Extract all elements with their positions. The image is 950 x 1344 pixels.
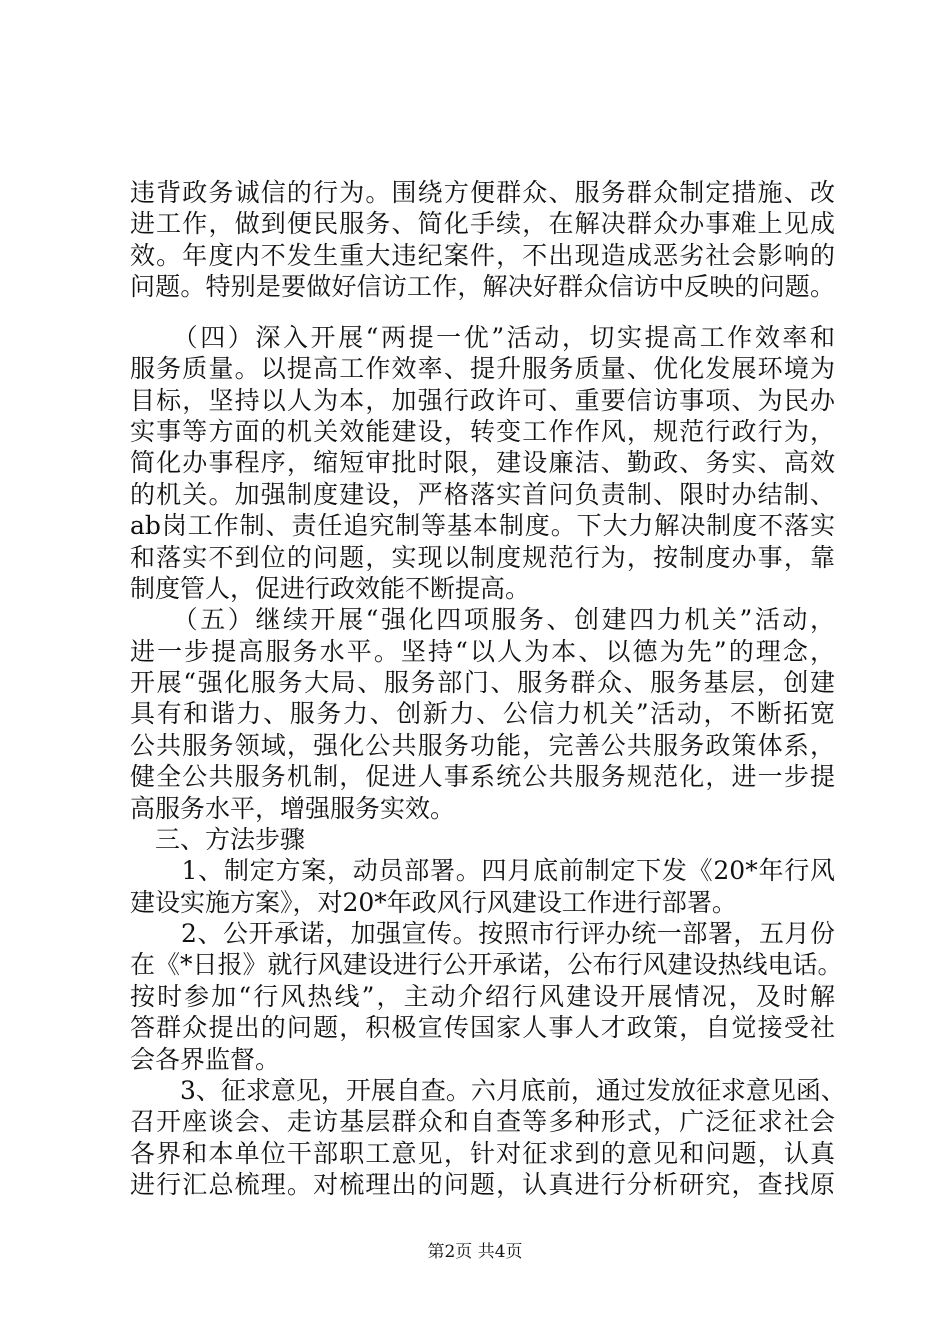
body-text-line: （四）深入开展“两提一优”活动，切实提高工作效率和 (130, 323, 835, 352)
body-text-line: 实事等方面的机关效能建设，转变工作作风，规范行政行为， (130, 417, 835, 446)
body-text-line: 效。年度内不发生重大违纪案件，不出现造成恶劣社会影响的 (130, 241, 835, 270)
body-text-line: 问题。特别是要做好信访工作，解决好群众信访中反映的问题。 (130, 272, 835, 301)
body-text-line: 答群众提出的问题，积极宣传国家人事人才政策，自觉接受社 (130, 1013, 835, 1042)
body-text-line: 高服务水平，增强服务实效。 (130, 794, 456, 823)
body-text-line: 建设实施方案》，对20*年政风行风建设工作进行部署。 (130, 888, 737, 917)
body-text-line: 进行汇总梳理。对梳理出的问题，认真进行分析研究，查找原 (130, 1170, 835, 1199)
body-text-line: 3、征求意见，开展自查。六月底前，通过发放征求意见函、 (130, 1076, 846, 1105)
body-text-line: 会各界监督。 (130, 1045, 281, 1074)
body-text-line: 进一步提高服务水平。坚持“以人为本、以德为先”的理念， (130, 637, 835, 666)
body-text-line: 按时参加“行风热线”，主动介绍行风建设开展情况，及时解 (130, 982, 835, 1011)
body-text-line: 在《*日报》就行风建设进行公开承诺，公布行风建设热线电话。 (130, 950, 843, 979)
body-text-line: 目标，坚持以人为本，加强行政许可、重要信访事项、为民办 (130, 386, 835, 415)
body-text-line: 1、制定方案，动员部署。四月底前制定下发《20*年行风 (130, 856, 835, 885)
page-number-footer: 第2页 共4页 (427, 1242, 523, 1262)
body-text-line: 具有和谐力、服务力、创新力、公信力机关”活动，不断拓宽 (130, 699, 835, 728)
body-text-line: ab岗工作制、责任追究制等基本制度。下大力解决制度不落实 (130, 511, 835, 540)
body-text-line: 制度管人，促进行政效能不断提高。 (130, 574, 531, 603)
body-text-line: 违背政务诚信的行为。围绕方便群众、服务群众制定措施、改 (130, 178, 835, 207)
body-text-line: 和落实不到位的问题，实现以制度规范行为，按制度办事，靠 (130, 543, 835, 572)
body-text-line: 的机关。加强制度建设，严格落实首问负责制、限时办结制、 (130, 480, 835, 509)
body-text-line: 各界和本单位干部职工意见，针对征求到的意见和问题，认真 (130, 1139, 835, 1168)
body-text-line: 进工作，做到便民服务、简化手续，在解决群众办事难上见成 (130, 209, 835, 238)
body-text-line: 2、公开承诺，加强宣传。按照市行评办统一部署，五月份 (130, 919, 835, 948)
body-text-line: （五）继续开展“强化四项服务、创建四力机关”活动， (130, 605, 835, 634)
body-text-line: 健全公共服务机制，促进人事系统公共服务规范化，进一步提 (130, 762, 835, 791)
body-text-line: 召开座谈会、走访基层群众和自查等多种形式，广泛征求社会 (130, 1107, 835, 1136)
body-text-line: 简化办事程序，缩短审批时限，建设廉洁、勤政、务实、高效 (130, 448, 835, 477)
section-heading: 三、方法步骤 (130, 825, 306, 854)
body-text-line: 公共服务领域，强化公共服务功能，完善公共服务政策体系， (130, 731, 835, 760)
body-text-line: 开展“强化服务大局、服务部门、服务群众、服务基层，创建 (130, 668, 835, 697)
body-text-line: 服务质量。以提高工作效率、提升服务质量、优化发展环境为 (130, 354, 835, 383)
